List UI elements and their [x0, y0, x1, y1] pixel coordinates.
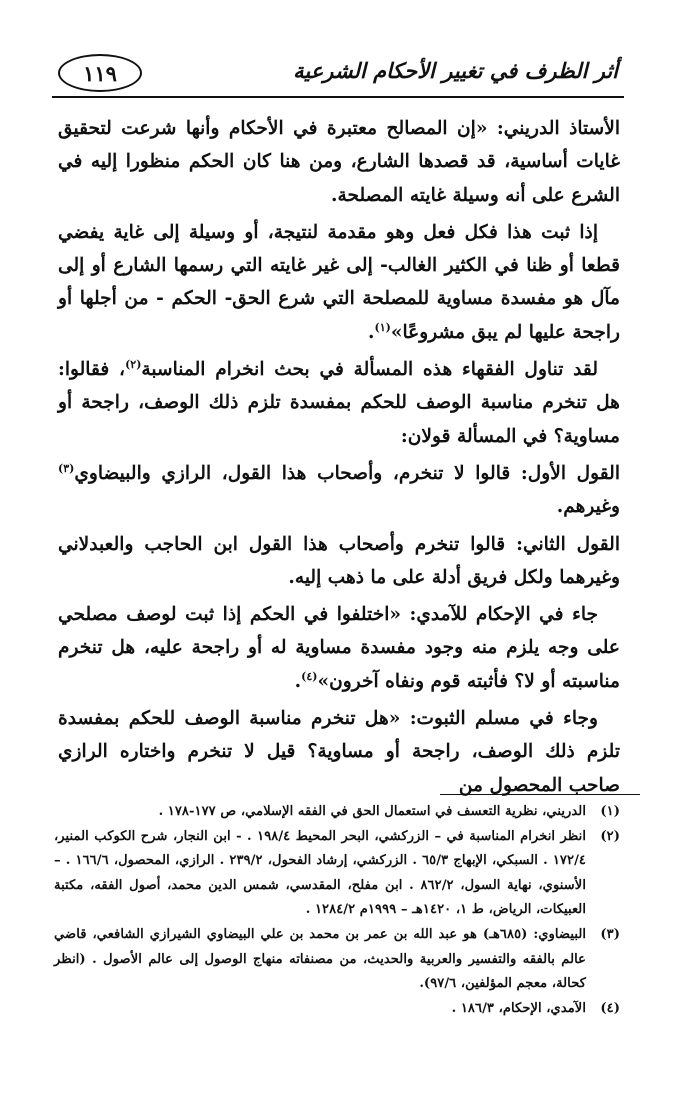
header-rule [52, 96, 624, 98]
footnote-number: (٣) [600, 926, 620, 942]
footnotes [54, 800, 620, 1021]
footnote-text: الدريني، نظرية التعسف في استعمال الحق في الفقه الإسلامي، ص ١٧٧-١٧٨ . [158, 804, 586, 819]
main-text [58, 112, 620, 806]
paragraph-2 [58, 216, 620, 349]
first-opinion-term: القول الأول: [520, 462, 620, 484]
footnote-number: (٢) [600, 828, 620, 844]
footnote-4 [54, 997, 620, 1022]
footnote-ref-4: (٤) [301, 669, 318, 683]
footnote-1 [54, 800, 620, 825]
footnote-separator [440, 794, 640, 795]
paragraph-5-text: قالوا تنخرم وأصحاب هذا القول ابن الحاجب والعبدلاني وغيرهما ولكل فريق أدلة على ما ذهب إليه. [58, 533, 620, 588]
page-number: ١١٩ [58, 54, 142, 92]
paragraph-1: الأستاذ الدريني: «إن المصالح معتبرة في الأحكام وأنها شرعت لتحقيق غايات أساسية، قد قصدها الشارع، ومن هنا كان الحكم منظورا إليه في الشرع على أنه وسيلة غايته المصلحة. [58, 118, 620, 206]
paragraph-4-text: قالوا لا تنخرم، وأصحاب هذا القول، الرازي والبيضاوي [74, 462, 521, 484]
footnote-ref-3: (٣) [58, 461, 75, 475]
second-opinion-term: القول الثاني: [516, 533, 620, 555]
paragraph-2-end: . [368, 321, 375, 343]
paragraph-7: وجاء في مسلم الثبوت: «هل تنخرم مناسبة الوصف للحكم بمفسدة تلزم ذلك الوصف، راجحة أو مساوية؟ قيل لا تنخرم واختاره الرازي صاحب المحصول من [58, 708, 620, 796]
paragraph-4 [58, 457, 620, 524]
paragraph-3-text-b: ، فقالوا: هل تنخرم مناسبة الوصف للحكم بمفسدة تلزم ذلك الوصف، راجحة أو مساوية؟ في المسألة قولان: [58, 359, 620, 447]
paragraph-5 [58, 528, 620, 595]
footnote-text: انظر انخرام المناسبة في – الزركشي، البحر المحيط ١٩٨/٤ . - ابن النجار، شرح الكوكب المنير، ١٧٢/٤ . السبكي، الإبهاج ٦٥/٣ . الزركشي، إرشاد الفحول، ٢٣٩/٢ . الرازي، المحصول، ١٦٦/٦ . – الأسنوي، نهاية السول، ٨٦٢/٢ . ابن مفلح، المقدسي، شمس الدين محمد، أصول الفقه، مكتبة العبيكات، الرياض، ط ١، ١٤٢٠هـ – ١٩٩٩م ١٢٨٤/٢ . [54, 828, 586, 918]
paragraph-4-end: وغيرهم. [556, 496, 620, 518]
paragraph-6-text: جاء في الإحكام للآمدي: «اختلفوا في الحكم إذا ثبت لوصف مصلحي على وجه يلزم منه وجود مفسدة مساوية له أو راجحة عليه، هل تنخرم مناسبته أو لا؟ فأثبته قوم ونفاه آخرون» [58, 604, 620, 692]
paragraph-3-text-a: لقد تناول الفقهاء هذه المسألة في بحث انخرام المناسبة [141, 359, 598, 381]
paragraph-2-text: إذا ثبت هذا فكل فعل وهو مقدمة لنتيجة، أو وسيلة إلى غاية يفضي قطعا أو ظنا في الكثير الغالب- إلى غير غايته التي رسمها الشارع أو إلى مآل هو مفسدة مساوية للمصلحة التي شرع الحق- الحكم - من أجلها أو راجحة عليها لم يبق مشروعًا» [58, 221, 620, 343]
paragraph-6-end: . [294, 670, 302, 692]
footnote-text: الآمدي، الإحكام، ١٨٦/٣ . [451, 1000, 586, 1016]
footnote-3 [54, 923, 620, 997]
running-title: أثر الظرف في تغيير الأحكام الشرعية [293, 58, 618, 83]
footnote-number: (٤) [600, 1000, 620, 1016]
footnote-ref-1: (١) [374, 320, 391, 334]
footnote-2 [54, 825, 620, 923]
footnote-ref-2: (٢) [125, 357, 142, 371]
footnote-number: (١) [600, 804, 620, 819]
page-header [58, 54, 618, 96]
footnote-text: البيضاوي: (٦٨٥هـ) هو عبد الله بن عمر بن محمد بن علي البيضاوي الشيرازي الشافعي، قاضي عالم بالفقه والتفسير والعربية والحديث، من مصنفاته منهاج الوصول إلى عالم الأصول . (انظر كحالة، معجم المؤلفين، ٩٧/٦). [54, 926, 587, 992]
paragraph-6 [58, 598, 620, 698]
paragraph-3 [58, 353, 620, 453]
